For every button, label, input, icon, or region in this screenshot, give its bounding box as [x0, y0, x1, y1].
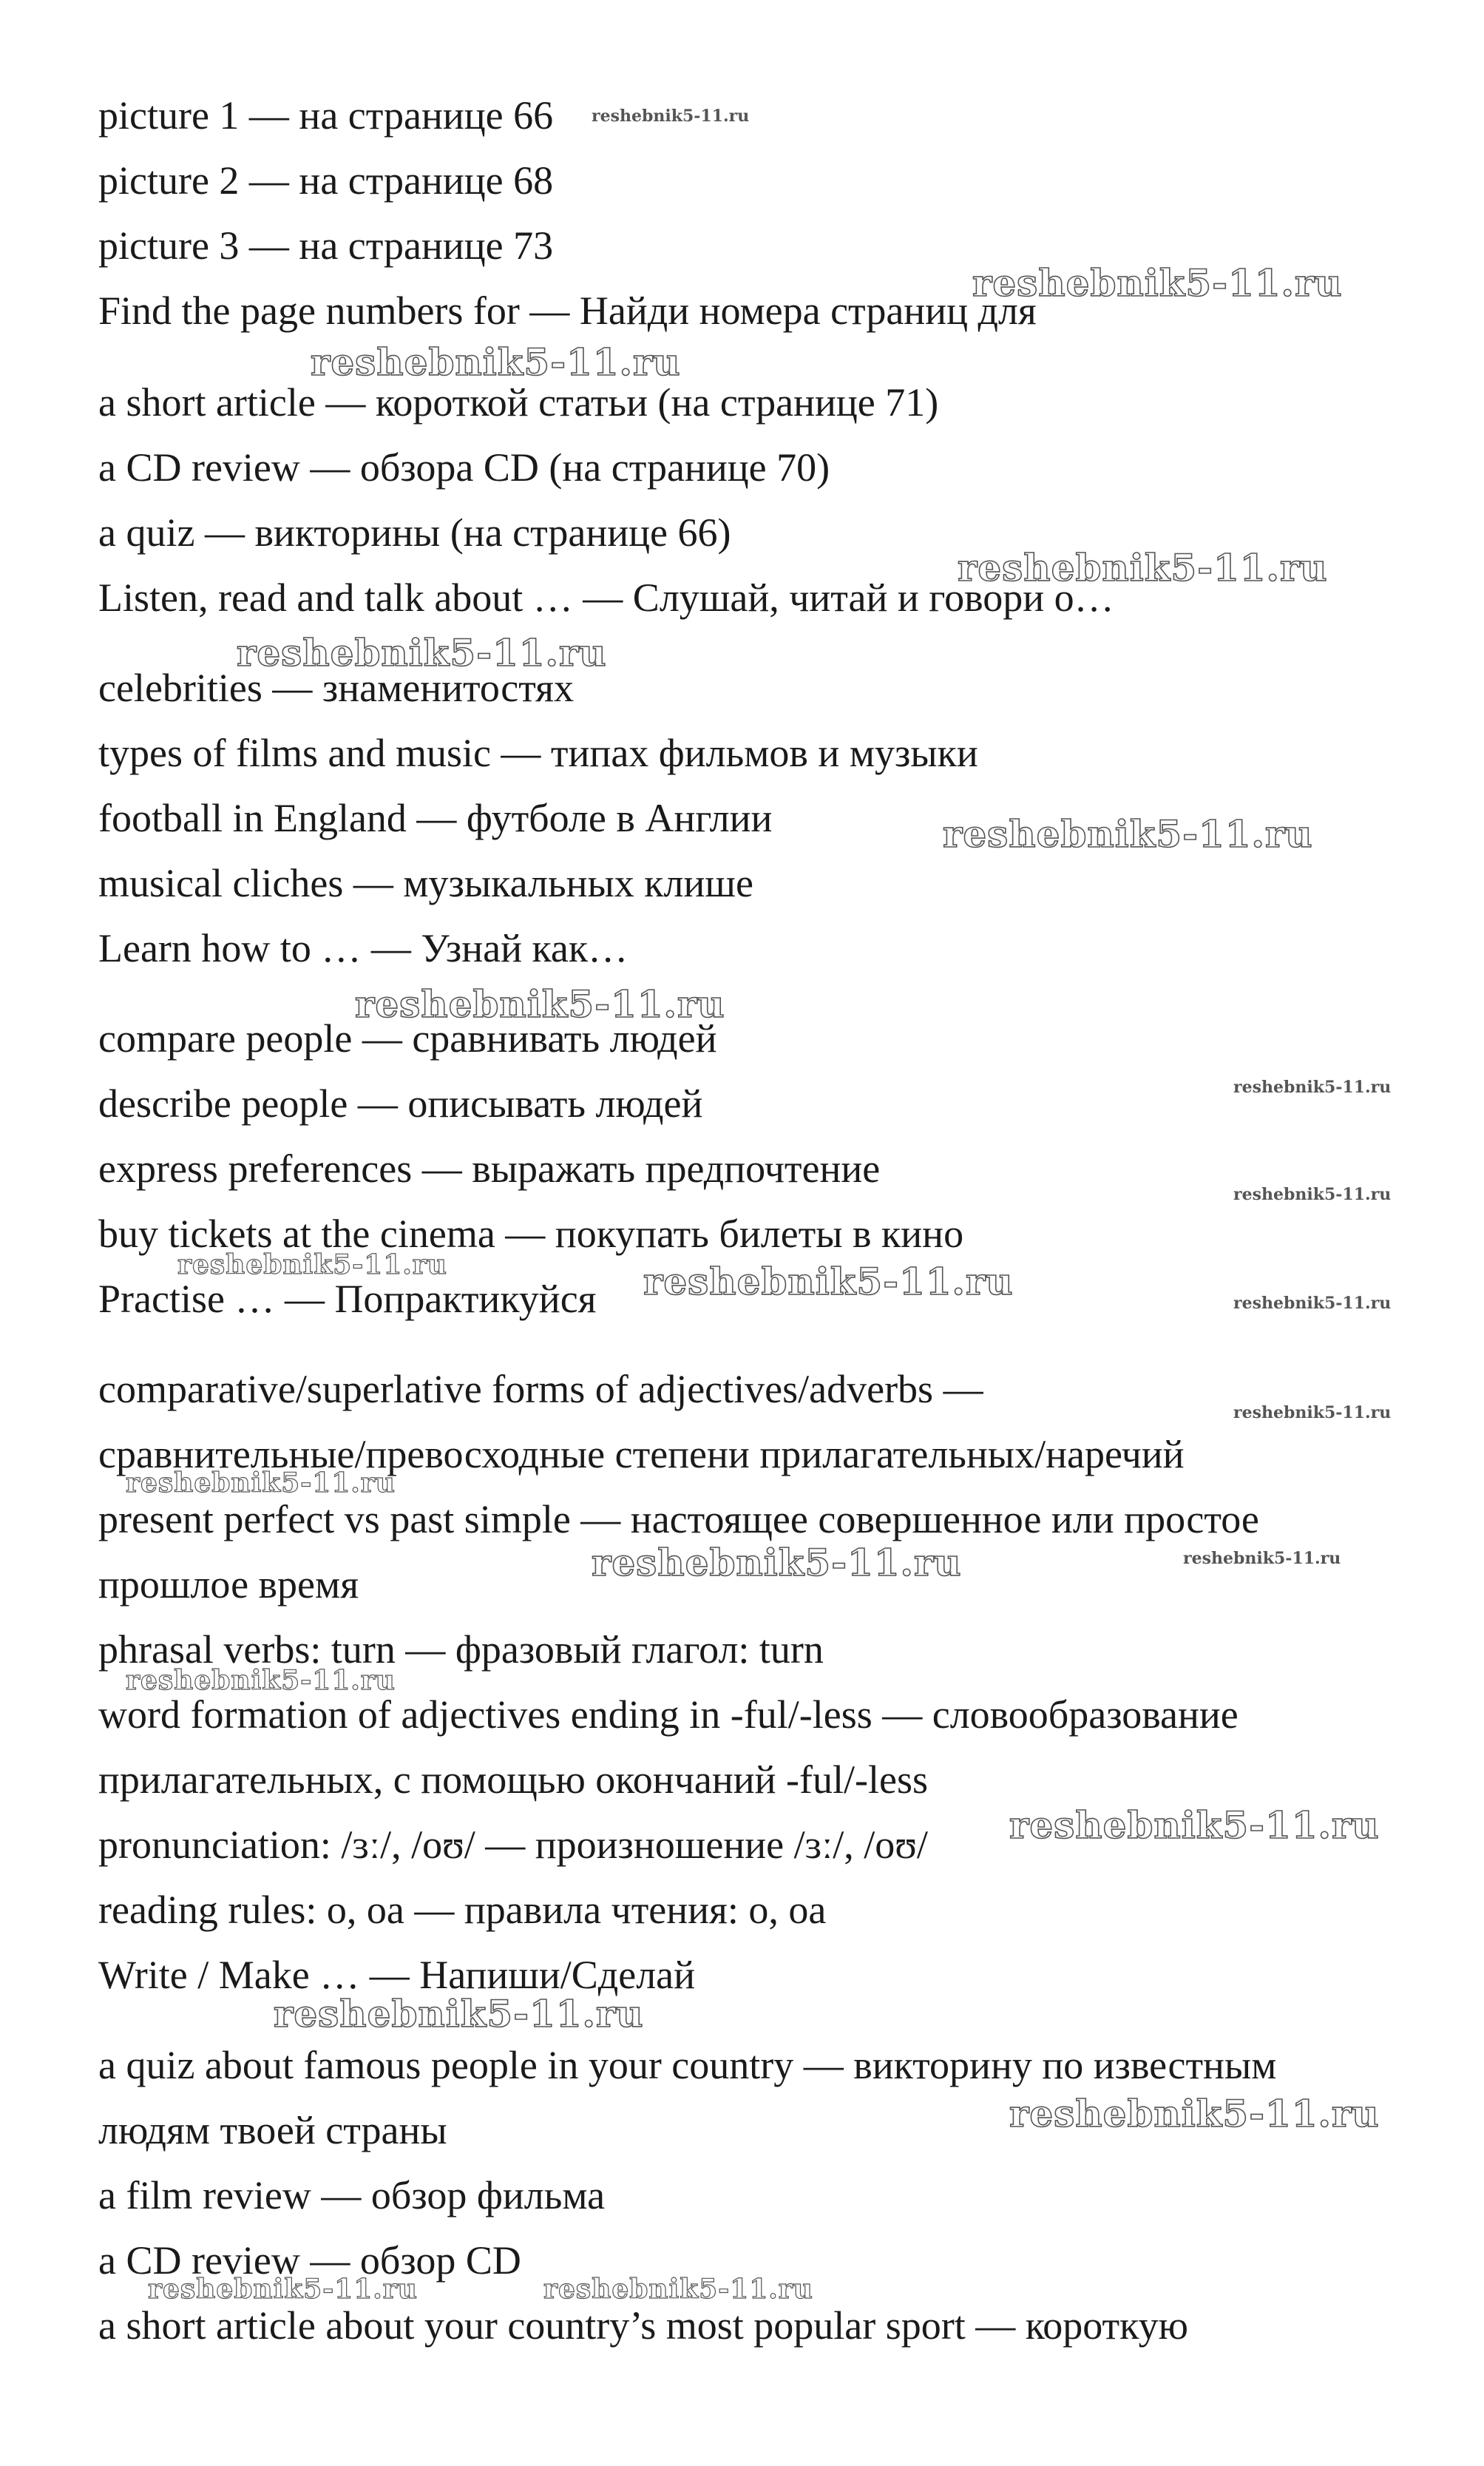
text-line: word formation of adjectives ending in -ful/-less — словообразование: [98, 1692, 1239, 1737]
watermark: reshebnik5-11.ru: [592, 1541, 962, 1584]
text-line: a short article about your country’s most popular sport — короткую: [98, 2303, 1188, 2348]
text-line: a CD review — обзор CD: [98, 2238, 521, 2283]
watermark: reshebnik5-11.ru: [177, 1249, 447, 1280]
watermark: reshebnik5-11.ru: [148, 2274, 418, 2305]
text-line: picture 1 — на странице 66: [98, 93, 554, 138]
text-line: сравнительные/превосходные степени прилагательных/наречий: [98, 1432, 1185, 1476]
text-line: compare people — сравнивать людей: [98, 1016, 717, 1061]
text-line: Practise … — Попрактикуйся: [98, 1277, 597, 1321]
text-line: a short article — короткой статьи (на странице 71): [98, 380, 939, 425]
watermark: reshebnik5-11.ru: [1233, 1403, 1392, 1422]
watermark: reshebnik5-11.ru: [943, 812, 1313, 856]
watermark: reshebnik5-11.ru: [643, 1260, 1014, 1303]
watermark: reshebnik5-11.ru: [1233, 1078, 1392, 1097]
text-line: buy tickets at the cinema — покупать билеты в кино: [98, 1212, 964, 1256]
text-line: types of films and music — типах фильмов и музыки: [98, 731, 978, 775]
text-line: describe people — описывать людей: [98, 1081, 703, 1126]
watermark: reshebnik5-11.ru: [1233, 1294, 1392, 1313]
text-line: football in England — футболе в Англии: [98, 796, 773, 840]
watermark: reshebnik5-11.ru: [592, 107, 750, 126]
watermark: reshebnik5-11.ru: [1009, 1803, 1380, 1847]
text-line: a film review — обзор фильма: [98, 2173, 606, 2217]
watermark: reshebnik5-11.ru: [355, 982, 725, 1026]
watermark: reshebnik5-11.ru: [274, 1992, 644, 2036]
watermark: reshebnik5-11.ru: [1009, 2092, 1380, 2135]
text-line: a quiz — викторины (на странице 66): [98, 510, 731, 555]
watermark: reshebnik5-11.ru: [972, 261, 1343, 305]
watermark: reshebnik5-11.ru: [311, 340, 681, 384]
text-line: прошлое время: [98, 1562, 359, 1607]
text-line: a CD review — обзора CD (на странице 70): [98, 445, 830, 490]
text-line: present perfect vs past simple — настоящее совершенное или простое: [98, 1497, 1259, 1541]
text-line: picture 2 — на странице 68: [98, 158, 554, 203]
text-line: celebrities — знаменитостях: [98, 666, 574, 710]
watermark: reshebnik5-11.ru: [126, 1467, 396, 1499]
watermark: reshebnik5-11.ru: [1233, 1185, 1392, 1204]
text-line: phrasal verbs: turn — фразовый глагол: turn: [98, 1627, 824, 1672]
text-line: pronunciation: /ɜː/, /oʊ/ — произношение /ɜː/, /oʊ/: [98, 1823, 928, 1867]
text-line: Find the page numbers for — Найди номера страниц для: [98, 288, 1037, 333]
text-line: людям твоей страны: [98, 2108, 447, 2152]
text-line: прилагательных, с помощью окончаний -ful/-less: [98, 1757, 928, 1802]
watermark: reshebnik5-11.ru: [958, 546, 1328, 590]
watermark: reshebnik5-11.ru: [126, 1665, 396, 1696]
text-line: express preferences — выражать предпочтение: [98, 1146, 881, 1191]
text-line: comparative/superlative forms of adjectives/adverbs —: [98, 1367, 983, 1411]
text-line: Learn how to … — Узнай как…: [98, 926, 629, 970]
text-line: Write / Make … — Напиши/Сделай: [98, 1953, 696, 1997]
text-line: Listen, read and talk about … — Слушай, читай и говори о…: [98, 575, 1114, 620]
text-line: reading rules: o, oa — правила чтения: o, oa: [98, 1888, 827, 1932]
watermark: reshebnik5-11.ru: [1183, 1549, 1341, 1568]
text-line: musical cliches — музыкальных клише: [98, 861, 753, 905]
text-line: a quiz about famous people in your country — викторину по известным: [98, 2043, 1277, 2087]
text-line: picture 3 — на странице 73: [98, 223, 554, 268]
watermark: reshebnik5-11.ru: [543, 2274, 813, 2305]
watermark: reshebnik5-11.ru: [237, 631, 607, 675]
